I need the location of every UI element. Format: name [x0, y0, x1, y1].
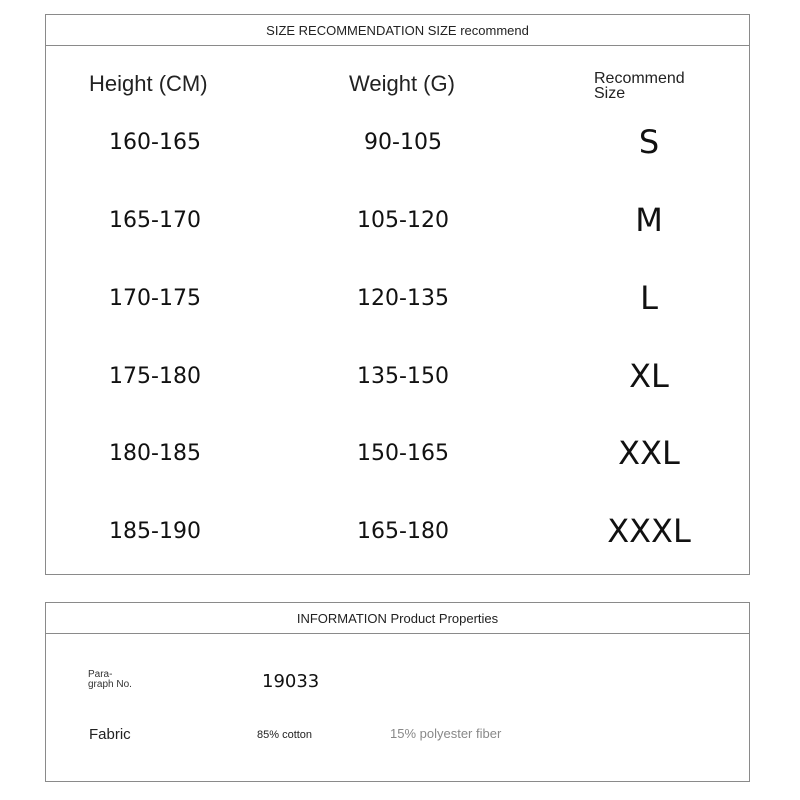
paragraph-label-line2: graph No.	[88, 679, 132, 690]
size-cell: M	[635, 201, 663, 239]
fabric-cotton-value: 85% cotton	[257, 729, 313, 741]
recommend-header-line1: Recommend	[594, 70, 685, 87]
weight-cell: 105-120	[357, 208, 449, 233]
weight-column-header: Weight (G)	[349, 71, 455, 96]
weight-cell: 120-135	[357, 286, 449, 311]
size-cell: XL	[629, 357, 669, 395]
height-cell: 170-175	[109, 286, 201, 311]
size-recommendation-panel	[45, 14, 750, 575]
weight-cell: 165-180	[357, 519, 449, 544]
size-cell: S	[638, 123, 660, 161]
height-cell: 185-190	[109, 519, 201, 544]
fabric-label: Fabric	[89, 726, 131, 743]
product-information-panel	[45, 602, 750, 782]
height-column-header: Height (CM)	[89, 71, 208, 96]
weight-cell: 90-105	[364, 130, 442, 155]
weight-cell: 135-150	[357, 364, 449, 389]
weight-cell: 150-165	[357, 441, 449, 466]
info-panel-title: INFORMATION Product Properties	[46, 603, 749, 634]
height-cell: 175-180	[109, 364, 201, 389]
fabric-polyester-value: 15% polyester fiber	[390, 726, 502, 741]
size-cell: L	[640, 279, 658, 317]
size-cell: XXL	[618, 434, 680, 472]
paragraph-label-line1: Para-	[88, 669, 113, 680]
size-cell: XXXL	[607, 512, 691, 550]
height-cell: 165-170	[109, 208, 201, 233]
paragraph-no-value: 19033	[262, 671, 320, 692]
paragraph-no-label	[88, 670, 168, 690]
recommend-size-column-header	[594, 71, 724, 101]
height-cell: 180-185	[109, 441, 201, 466]
recommend-header-line2: Size	[594, 85, 626, 102]
size-panel-title: SIZE RECOMMENDATION SIZE recommend	[46, 15, 749, 46]
height-cell: 160-165	[109, 130, 201, 155]
